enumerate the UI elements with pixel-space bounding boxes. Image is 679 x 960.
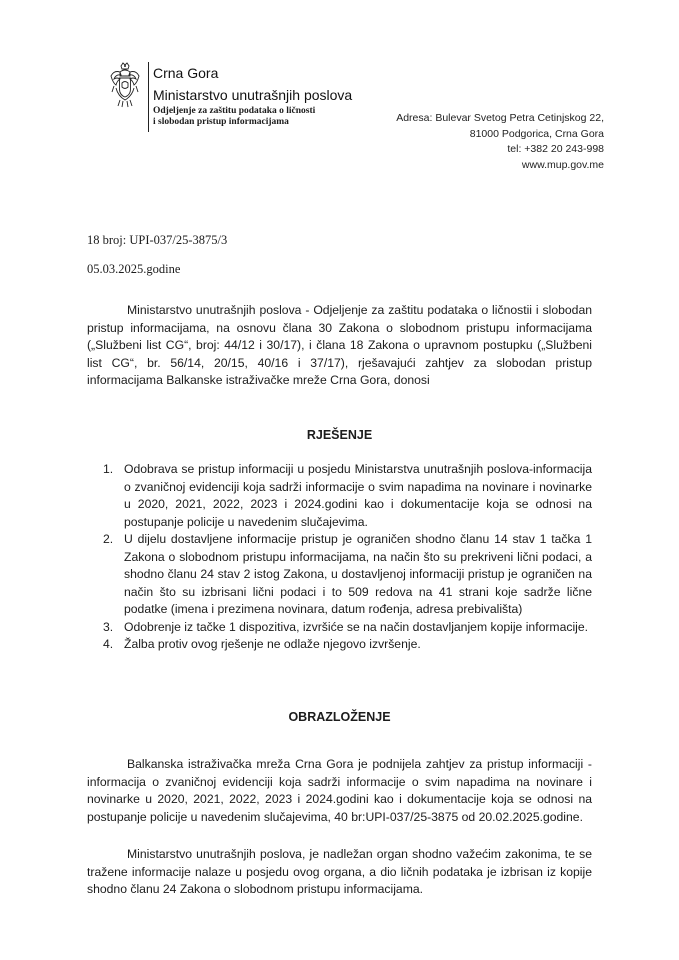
- reference-number: 18 broj: UPI-037/25-3875/3: [87, 233, 228, 247]
- list-item: [103, 636, 592, 654]
- item-text: Odobrava se pristup informaciji u posjedu Ministarstva unutrašnjih poslova-informacija o zvaničnoj evidenciji koja sadrži informacije o svim napadima na novinare i novinarke u 2020, 2021, 2022, 2023 i 2024.godini kao i dokumentacije koja se odnosi na postupanje policije u navedenim slučajevima.: [124, 462, 592, 529]
- reference-date: 05.03.2025.godine: [87, 262, 181, 276]
- coat-of-arms-icon: [108, 62, 142, 108]
- item-number: 1.: [103, 462, 114, 476]
- reasoning-title: OBRAZLOŽENJE: [288, 710, 391, 724]
- ministry-name: Ministarstvo unutrašnjih poslova: [153, 87, 353, 103]
- country-name: Crna Gora: [153, 65, 219, 81]
- reasoning-paragraph-2: Ministarstvo unutrašnjih poslova, je nadležan organ shodno važećim zakonima, te se tražene informacije nalaze u posjedu ovog organa, a dio ličnih podataka je izbrisan iz kopije shodno članu 24 Zakona o slobodnom pristupu informacijama.: [87, 847, 592, 896]
- org-block: [153, 64, 352, 128]
- item-number: 3.: [103, 619, 114, 634]
- item-number: 4.: [103, 637, 114, 651]
- list-item: [103, 619, 592, 637]
- item-text: U dijelu dostavljene informacije pristup je ograničen shodno članu 14 stav 1 tačka 1 Zakona o slobodnom pristupu informacijama, na način što su prekriveni lični podaci, a shodno članu 24 stav 2 istog Zakona, u dostavljenoj informaciji pristup je ograničen na način što su izbrisani lični podaci i to 509 redova na 41 strani koje sadrže lične podatke (imena i prezimena novinara, datum rođenja, adresa prebivališta): [124, 532, 592, 616]
- list-item: [103, 461, 592, 531]
- phone-number: tel: +382 20 243-998: [507, 143, 604, 155]
- decision-title: RJEŠENJE: [306, 428, 373, 442]
- list-item: [103, 531, 592, 619]
- address-line-1: Adresa: Bulevar Svetog Petra Cetinjskog 22,: [396, 112, 604, 124]
- intro-paragraph: Ministarstvo unutrašnjih poslova - Odjeljenje za zaštitu podataka o ličnostii i slobodan pristup informacijama, na osnovu člana 30 Zakona o slobodnom pristupu informacijama („Službeni list CG“, broj: 44/12 i 30/17), i člana 18 Zakona o upravnom postupku („Službeni list CG“, br. 56/14, 20/15, 40/16 i 37/17), rješavajući zahtjev za slobodan pristup informacijama Balkanske istraživačke mreže Crna Gora, donosi: [87, 303, 592, 387]
- item-text: Žalba protiv ovog rješenje ne odlaže njegovo izvršenje.: [124, 637, 421, 651]
- address-block: [396, 111, 604, 173]
- item-number: 2.: [103, 532, 114, 546]
- department-line-2: i slobodan pristup informacijama: [153, 117, 289, 127]
- reasoning-paragraph-1: Balkanska istraživačka mreža Crna Gora je podnijela zahtjev za pristup informaciji - informacija o zvaničnoj evidenciji koja sadrži informacije o svim napadima na novinare i novinarke u 2020, 2021, 2022, 2023 i 2024.godini kao i dokumentacije koja se odnosi na postupanje policije u navedenim slučajevima, 40 br:UPI-037/25-3875 od 20.02.2025.godine.: [87, 757, 592, 824]
- header-divider: [148, 62, 149, 132]
- item-text: Odobrenje iz tačke 1 dispozitiva, izvršiće se na način dostavljanjem kopije informacije.: [124, 619, 589, 634]
- address-line-2: 81000 Podgorica, Crna Gora: [469, 127, 604, 140]
- decision-list: [103, 461, 592, 654]
- website: www.mup.gov.me: [521, 158, 604, 171]
- department-line-1: Odjeljenje za zaštitu podataka o ličnosti: [153, 106, 316, 116]
